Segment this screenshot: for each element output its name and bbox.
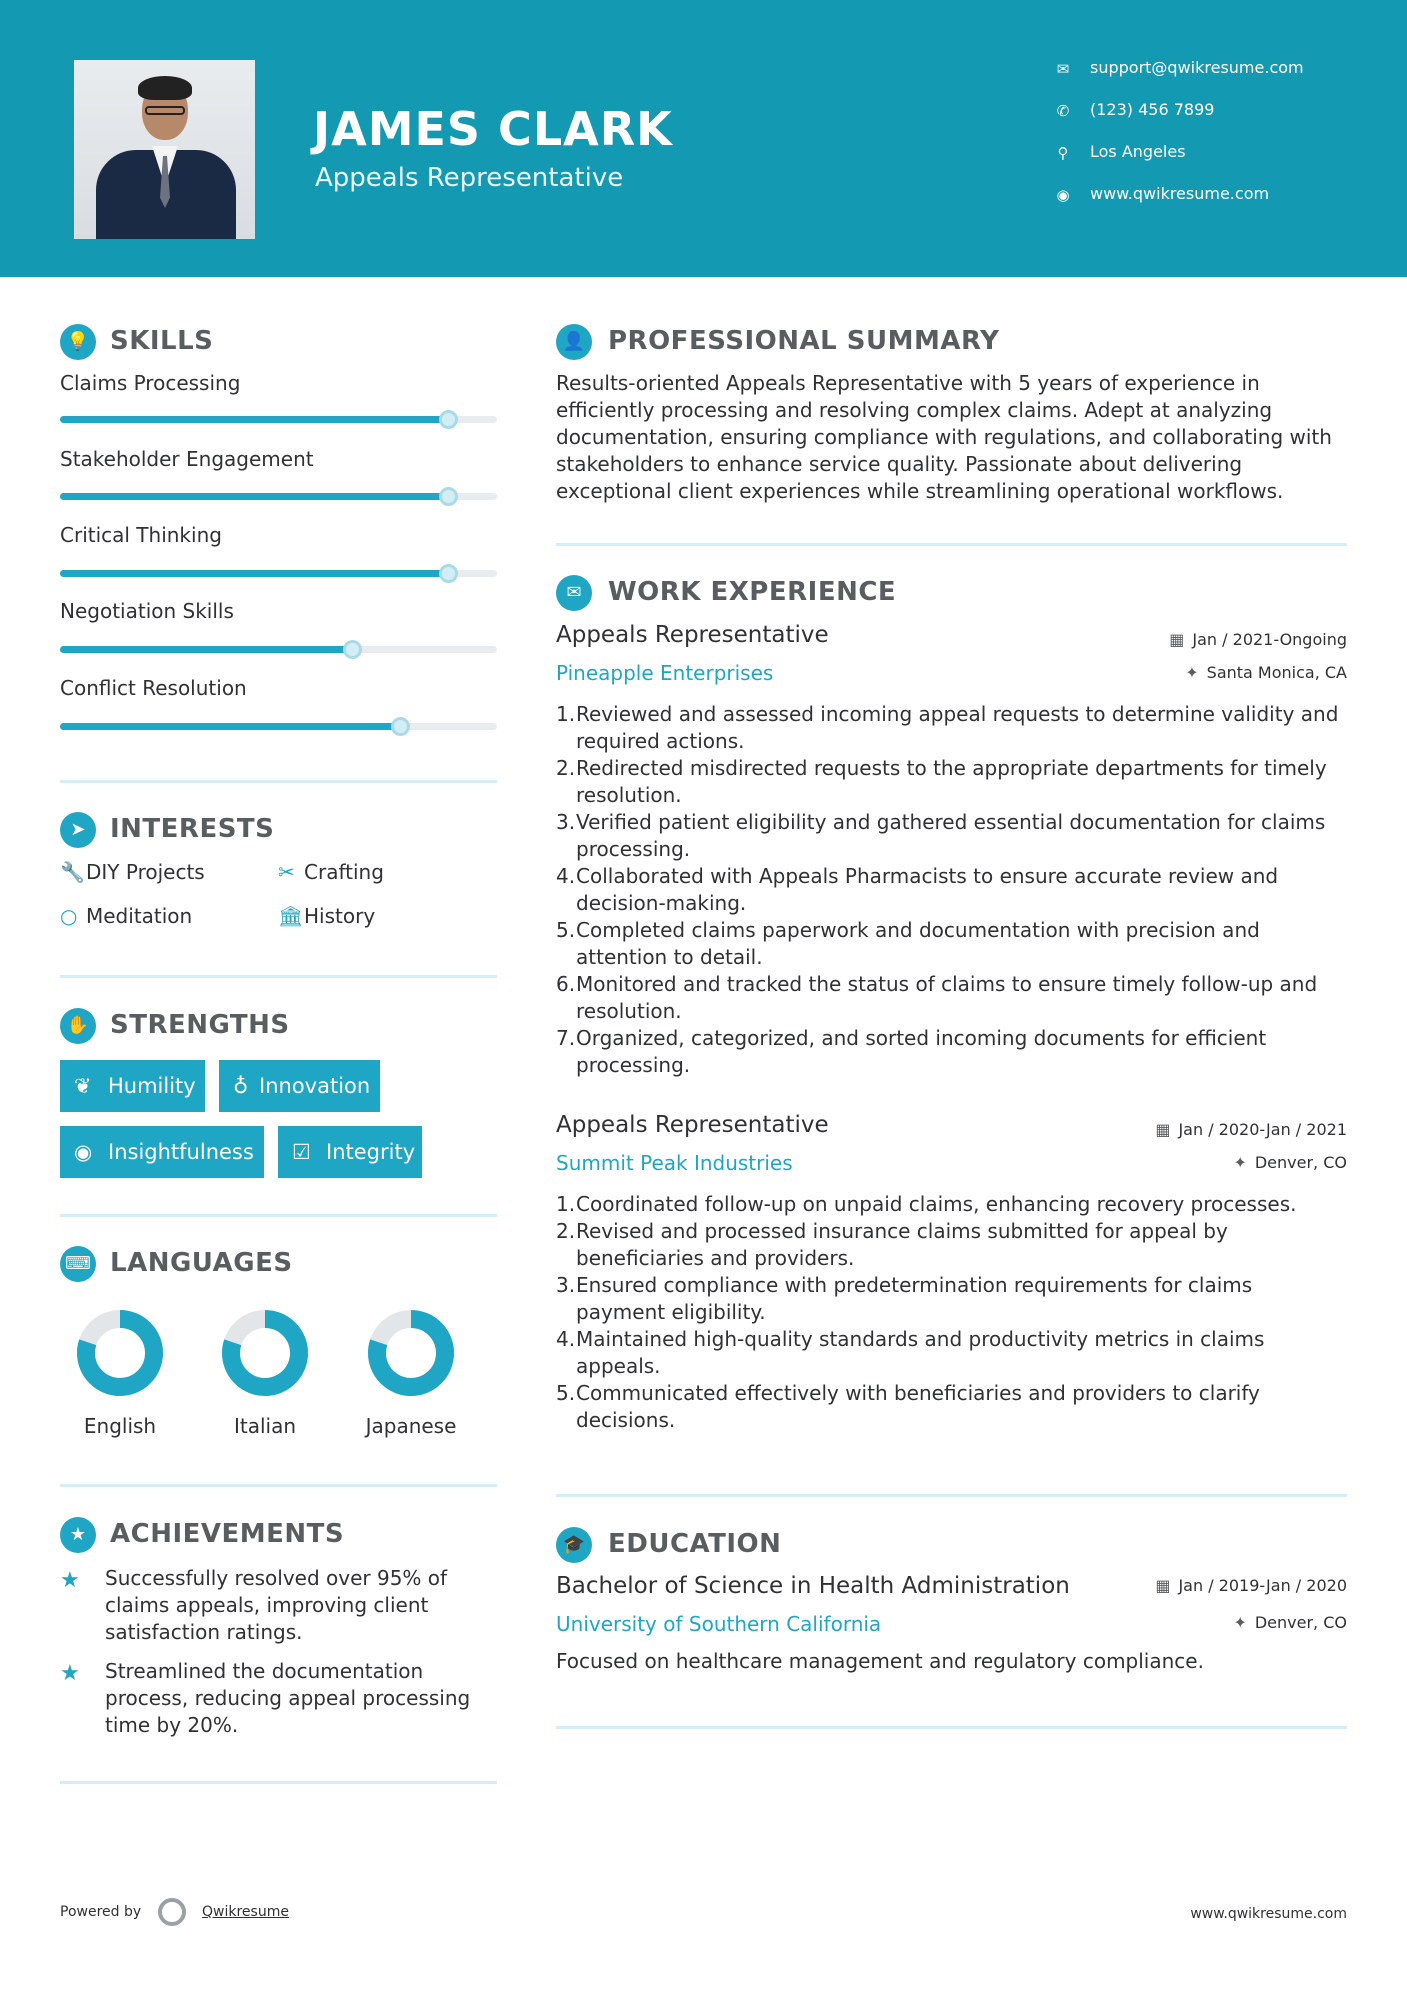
interest-item: ✂ Crafting <box>278 860 384 884</box>
map-pin-icon: ⚲ <box>1057 144 1069 162</box>
language-donut <box>75 1308 165 1398</box>
circle-icon: ○ <box>60 904 78 928</box>
list-item: 6. Monitored and tracked the status of claims to ensure timely follow-up and resolution. <box>556 972 1318 1023</box>
contact-email-text: support@qwikresume.com <box>1090 58 1304 77</box>
list-item: 3. Ensured compliance with predetermination requirements for claims payment eligibility. <box>556 1273 1253 1324</box>
job-dates: ▦ Jan / 2021-Ongoing <box>1169 630 1347 649</box>
paper-plane-icon: ➤ <box>60 812 96 848</box>
list-item: 5. Completed claims paperwork and documentation with precision and attention to detail. <box>556 918 1260 969</box>
lightbulb-icon: ♁ <box>233 1074 249 1098</box>
qwikresume-logo-icon <box>158 1898 186 1926</box>
skill-label: Claims Processing <box>60 371 241 395</box>
museum-icon: 🏛 <box>278 904 304 928</box>
language-donut <box>366 1308 456 1398</box>
skill-label: Critical Thinking <box>60 523 222 547</box>
skill-bar <box>60 570 497 577</box>
phone-icon: ✆ <box>1056 102 1070 120</box>
contact-location-text: Los Angeles <box>1090 142 1186 161</box>
resume-header <box>0 0 1407 277</box>
job-duties <box>556 701 1346 1079</box>
job-title: Appeals Representative <box>556 622 829 648</box>
contact-phone-text: (123) 456 7899 <box>1090 100 1215 119</box>
list-item: 2. Redirected misdirected requests to the appropriate departments for timely resolution. <box>556 756 1327 807</box>
education-dates: ▦ Jan / 2019-Jan / 2020 <box>1155 1576 1347 1595</box>
list-item: 2. Revised and processed insurance claims submitted for appeal by beneficiaries and providers. <box>556 1219 1228 1270</box>
powered-by-text: Powered by <box>60 1904 142 1920</box>
lightbulb-icon: 💡 <box>60 324 96 360</box>
graduation-cap-icon: 🎓 <box>556 1527 592 1563</box>
strength-tag: ♁ Innovation <box>219 1060 380 1112</box>
star-badge-icon: ★ <box>60 1517 96 1553</box>
section-divider <box>556 543 1347 546</box>
list-item: 3. Verified patient eligibility and gathered essential documentation for claims processing. <box>556 810 1326 861</box>
calendar-icon: ▦ <box>1169 630 1185 649</box>
skill-bar <box>60 646 497 653</box>
job-location: ✦ Santa Monica, CA <box>1185 663 1347 682</box>
eye-icon: ◉ <box>74 1140 93 1164</box>
user-icon: 👤 <box>556 324 592 360</box>
pin-icon: ✦ <box>1185 663 1199 682</box>
job-title: Appeals Representative <box>556 1112 829 1138</box>
language-icon: ⌨ <box>60 1246 96 1282</box>
calendar-icon: ▦ <box>1155 1576 1171 1595</box>
summary-text: Results-oriented Appeals Representative with 5 years of experience in efficiently processing and resolving complex claims. Adept at analyzing documentation, ensuring compliance with regulations, and collaborating with stakeholders to enhance service quality. Passionate about delivering exceptional client experiences while streamlining operational workflows. <box>556 371 1332 503</box>
education-title: EDUCATION <box>608 1529 782 1559</box>
envelope-icon: ✉ <box>1056 60 1070 78</box>
interest-item: 🔧DIY Projects <box>60 860 205 884</box>
list-item: 1. Coordinated follow-up on unpaid claims, enhancing recovery processes. <box>556 1192 1297 1216</box>
language-label: English <box>83 1414 157 1438</box>
brand-link[interactable]: Qwikresume <box>202 1904 289 1920</box>
language-label: Japanese <box>365 1414 457 1438</box>
strength-tag: ☑ Integrity <box>278 1126 422 1178</box>
candidate-name: JAMES CLARK <box>313 102 673 156</box>
interest-item: ○ Meditation <box>60 904 193 928</box>
section-divider <box>60 975 497 978</box>
star-icon: ★ <box>60 1661 80 1686</box>
job-dates: ▦ Jan / 2020-Jan / 2021 <box>1155 1120 1347 1139</box>
contact-website-text: www.qwikresume.com <box>1090 184 1270 203</box>
skill-bar <box>60 493 497 500</box>
wrench-icon: 🔧 <box>60 860 85 884</box>
section-divider <box>556 1494 1347 1497</box>
list-item: 4. Collaborated with Appeals Pharmacists to ensure accurate review and decision-making. <box>556 864 1279 915</box>
leaf-icon: ❦ <box>74 1074 92 1098</box>
scissors-icon: ✂ <box>278 860 295 884</box>
section-divider <box>60 1214 497 1217</box>
languages-title: LANGUAGES <box>110 1248 293 1278</box>
company-name: Summit Peak Industries <box>556 1151 793 1175</box>
achievement-item: ★ Successfully resolved over 95% of claims appeals, improving client satisfaction ratings. <box>60 1566 448 1644</box>
profile-photo <box>74 60 255 239</box>
pin-icon: ✦ <box>1233 1153 1247 1172</box>
list-item: 1. Reviewed and assessed incoming appeal requests to determine validity and required actions. <box>556 702 1339 753</box>
strengths-title: STRENGTHS <box>110 1010 290 1040</box>
footer-url[interactable]: www.qwikresume.com <box>1190 1906 1347 1922</box>
language-donut <box>220 1308 310 1398</box>
skill-label: Negotiation Skills <box>60 599 234 623</box>
school-name: University of Southern California <box>556 1612 882 1636</box>
section-divider <box>60 1781 497 1784</box>
skill-bar <box>60 723 497 730</box>
check-square-icon: ☑ <box>292 1140 311 1164</box>
pin-icon: ✦ <box>1233 1613 1247 1632</box>
section-divider <box>556 1726 1347 1729</box>
list-item: 5. Communicated effectively with beneficiaries and providers to clarify decisions. <box>556 1381 1260 1432</box>
interests-title: INTERESTS <box>110 814 275 844</box>
summary-title: PROFESSIONAL SUMMARY <box>608 326 1000 356</box>
language-label: Italian <box>233 1414 297 1438</box>
candidate-role: Appeals Representative <box>315 163 624 193</box>
skills-title: SKILLS <box>110 326 214 356</box>
briefcase-icon: ✉ <box>556 575 592 611</box>
achievements-title: ACHIEVEMENTS <box>110 1519 345 1549</box>
skill-label: Conflict Resolution <box>60 676 247 700</box>
job-duties <box>556 1191 1346 1434</box>
section-divider <box>60 1484 497 1487</box>
hand-icon: ✋ <box>60 1008 96 1044</box>
achievement-item: ★ Streamlined the documentation process, reducing appeal processing time by 20%. <box>60 1659 471 1737</box>
globe-icon: ◉ <box>1056 186 1070 204</box>
strength-tag: ◉ Insightfulness <box>60 1126 264 1178</box>
experience-title: WORK EXPERIENCE <box>608 577 897 607</box>
section-divider <box>60 780 497 783</box>
skill-bar <box>60 416 497 423</box>
degree-title: Bachelor of Science in Health Administration <box>556 1573 1070 1599</box>
job-location: ✦ Denver, CO <box>1233 1153 1347 1172</box>
education-location: ✦ Denver, CO <box>1233 1613 1347 1632</box>
star-icon: ★ <box>60 1568 80 1593</box>
education-description: Focused on healthcare management and regulatory compliance. <box>556 1649 1204 1673</box>
calendar-icon: ▦ <box>1155 1120 1171 1139</box>
strength-tag: ❦ Humility <box>60 1060 205 1112</box>
skill-label: Stakeholder Engagement <box>60 447 314 471</box>
list-item: 4. Maintained high-quality standards and productivity metrics in claims appeals. <box>556 1327 1265 1378</box>
list-item: 7. Organized, categorized, and sorted incoming documents for efficient processing. <box>556 1026 1267 1077</box>
company-name: Pineapple Enterprises <box>556 661 774 685</box>
interest-item: 🏛History <box>278 904 376 928</box>
